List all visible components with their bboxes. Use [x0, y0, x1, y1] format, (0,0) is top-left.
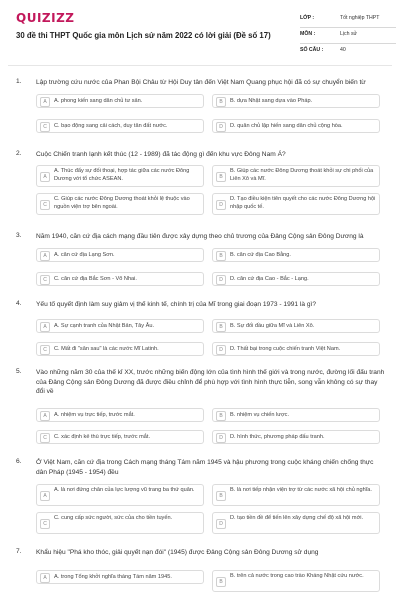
option-b[interactable]: [212, 165, 380, 187]
option-d[interactable]: [212, 272, 380, 286]
meta-row-subject: [300, 28, 396, 44]
question-text: Khẩu hiệu "Phá kho thóc, giải quyết nạn đói" (1945) được Đảng Cộng sản Đông Dương sử dụng: [36, 549, 319, 556]
option-letter: B: [216, 577, 226, 587]
option-letter: D: [216, 345, 226, 355]
option-letter: A: [40, 491, 50, 501]
option-letter: D: [216, 275, 226, 285]
option-text: A. căn cứ địa Lạng Sơn.: [54, 252, 115, 258]
option-text: D. Tạo điều kiện tiên quyết cho các nước Đông Dương hội nhập quốc tế.: [230, 196, 376, 210]
option-a[interactable]: [36, 248, 204, 262]
meta-label: MÔN :: [300, 31, 316, 37]
option-text: B. trên cả nước trong cao trào Kháng Nhật cứu nước.: [230, 573, 364, 579]
option-letter: A: [40, 251, 50, 261]
option-letter: C: [40, 433, 50, 443]
option-letter: C: [40, 519, 50, 529]
option-a[interactable]: [36, 570, 204, 584]
question-text: Vào những năm 30 của thế kỉ XX, trước những biến động lớn của tình hình thế giới và trong nước, đường lối đấu tranh của Đảng Cộng sản Đông Dương đã được điều chỉnh để phù hợp với tình hình thực tiễn, song vẫn không có sự thay đổi về: [36, 369, 385, 396]
option-d[interactable]: [212, 430, 380, 444]
quizizz-logo[interactable]: QUIZIZZ: [16, 11, 75, 25]
option-letter: D: [216, 519, 226, 529]
option-letter: B: [216, 172, 226, 182]
question-number: 3.: [16, 232, 22, 239]
meta-label: LỚP :: [300, 15, 315, 21]
option-text: A. trong Tổng khởi nghĩa tháng Tám năm 1945.: [54, 574, 172, 580]
option-letter: D: [216, 200, 226, 210]
option-c[interactable]: [36, 430, 204, 444]
option-text: A. Sự cạnh tranh của Nhật Bản, Tây Âu.: [54, 323, 155, 329]
option-text: D. tạo tiền đề để tiến lên xây dựng chế độ xã hội mới.: [230, 515, 364, 521]
option-text: B. là nơi tiếp nhận viện trợ từ các nước xã hội chủ nghĩa.: [230, 487, 372, 493]
question-number: 5.: [16, 368, 22, 375]
option-text: C. xác định kẻ thù trực tiếp, trước mắt.: [54, 434, 151, 440]
option-d[interactable]: [212, 193, 380, 215]
question-number: 1.: [16, 78, 22, 85]
question-number: 2.: [16, 150, 22, 157]
option-letter: C: [40, 275, 50, 285]
question-number: 4.: [16, 300, 22, 307]
option-letter: A: [40, 97, 50, 107]
meta-row-count: [300, 44, 396, 59]
meta-value: 40: [340, 47, 346, 53]
option-text: B. nhiệm vụ chiến lược.: [230, 412, 290, 418]
option-b[interactable]: [212, 248, 380, 262]
option-letter: A: [40, 322, 50, 332]
option-b[interactable]: [212, 570, 380, 592]
option-text: A. phong kiến sang dân chủ tư sản.: [54, 98, 143, 104]
option-b[interactable]: [212, 484, 380, 506]
option-letter: C: [40, 200, 50, 210]
option-c[interactable]: [36, 342, 204, 356]
option-d[interactable]: [212, 119, 380, 133]
option-text: B. Sự đối đầu giữa Mĩ và Liên Xô.: [230, 323, 315, 329]
header-divider: [8, 65, 392, 66]
question-text: Ở Việt Nam, căn cứ địa trong Cách mạng tháng Tám năm 1945 và hậu phương trong cuộc kháng chiến chống thực dân Pháp (1945 - 1954) đều: [36, 459, 374, 476]
question-text: Yếu tố quyết định làm suy giảm vị thế kinh tế, chính trị của Mĩ trong giai đoạn 1973 - 1991 là gì?: [36, 301, 317, 308]
option-text: D. hình thức, phương pháp đấu tranh.: [230, 434, 325, 440]
option-text: D. Thất bại trong cuộc chiến tranh Việt Nam.: [230, 346, 341, 352]
option-text: A. Thúc đẩy sự đối thoại, hợp tác giữa các nước Đông Dương với tổ chức ASEAN.: [54, 168, 190, 182]
option-letter: B: [216, 411, 226, 421]
question-number: 6.: [16, 458, 22, 465]
option-letter: B: [216, 322, 226, 332]
option-text: C. căn cứ địa Bắc Sơn - Võ Nhai.: [54, 276, 137, 282]
option-text: B. căn cứ địa Cao Bằng.: [230, 252, 291, 258]
option-text: C. bạo động sang cải cách, duy tân đất nước.: [54, 123, 168, 129]
option-text: A. là nơi đứng chân của lực lượng vũ trang ba thứ quân.: [54, 487, 195, 493]
question-number: 7.: [16, 548, 22, 555]
option-text: B. Giúp các nước Đông Dương thoát khỏi sự chi phối của Liên Xô và Mĩ.: [230, 168, 374, 182]
option-text: C. cung cấp sức người, sức của cho tiền tuyến.: [54, 515, 173, 521]
option-c[interactable]: [36, 272, 204, 286]
option-text: D. căn cứ địa Cao - Bắc - Lạng.: [230, 276, 309, 282]
option-a[interactable]: [36, 94, 204, 108]
option-letter: C: [40, 122, 50, 132]
option-b[interactable]: [212, 319, 380, 333]
option-text: D. quân chủ lập hiến sang dân chủ cộng hòa.: [230, 123, 343, 129]
option-text: C. Mất đi "sân sau" là các nước Mĩ Latinh.: [54, 346, 159, 352]
option-a[interactable]: [36, 484, 204, 506]
option-d[interactable]: [212, 512, 380, 534]
question-text: Cuộc Chiến tranh lạnh kết thúc (12 - 1989) đã tác động gì đến khu vực Đông Nam Á?: [36, 151, 286, 158]
option-letter: A: [40, 172, 50, 182]
option-d[interactable]: [212, 342, 380, 356]
meta-value: Tốt nghiệp THPT: [340, 15, 380, 21]
option-letter: D: [216, 122, 226, 132]
worksheet-meta: [300, 12, 396, 59]
worksheet-title: 30 đề thi THPT Quốc gia môn Lịch sử năm 2022 có lời giải (Đề số 17): [16, 31, 271, 40]
worksheet-header: [0, 0, 400, 64]
option-text: A. nhiệm vụ trực tiếp, trước mắt.: [54, 412, 135, 418]
option-letter: A: [40, 573, 50, 583]
option-a[interactable]: [36, 165, 204, 187]
option-a[interactable]: [36, 319, 204, 333]
question-text: Năm 1940, căn cứ địa cách mạng đầu tiên được xây dựng theo chủ trương của Đảng Cộng sản Đông Dương là: [36, 233, 364, 240]
option-c[interactable]: [36, 119, 204, 133]
question-text: Lập trường cứu nước của Phan Bội Châu từ Hội Duy tân đến Việt Nam Quang phục hội đã có sự chuyển biến từ: [36, 79, 366, 86]
option-a[interactable]: [36, 408, 204, 422]
meta-label: SỐ CÂU :: [300, 47, 324, 53]
option-letter: A: [40, 411, 50, 421]
option-letter: B: [216, 251, 226, 261]
option-letter: C: [40, 345, 50, 355]
option-letter: B: [216, 97, 226, 107]
option-text: C. Giúp các nước Đông Dương thoát khỏi lệ thuộc vào nguồn viện trợ bên ngoài.: [54, 196, 190, 210]
option-b[interactable]: [212, 408, 380, 422]
option-c[interactable]: [36, 512, 204, 534]
meta-value: Lịch sử: [340, 31, 358, 37]
option-b[interactable]: [212, 94, 380, 108]
option-letter: D: [216, 433, 226, 443]
meta-row-class: [300, 12, 396, 28]
option-letter: B: [216, 491, 226, 501]
option-text: B. dựa Nhật sang dựa vào Pháp.: [230, 98, 313, 104]
option-c[interactable]: [36, 193, 204, 215]
